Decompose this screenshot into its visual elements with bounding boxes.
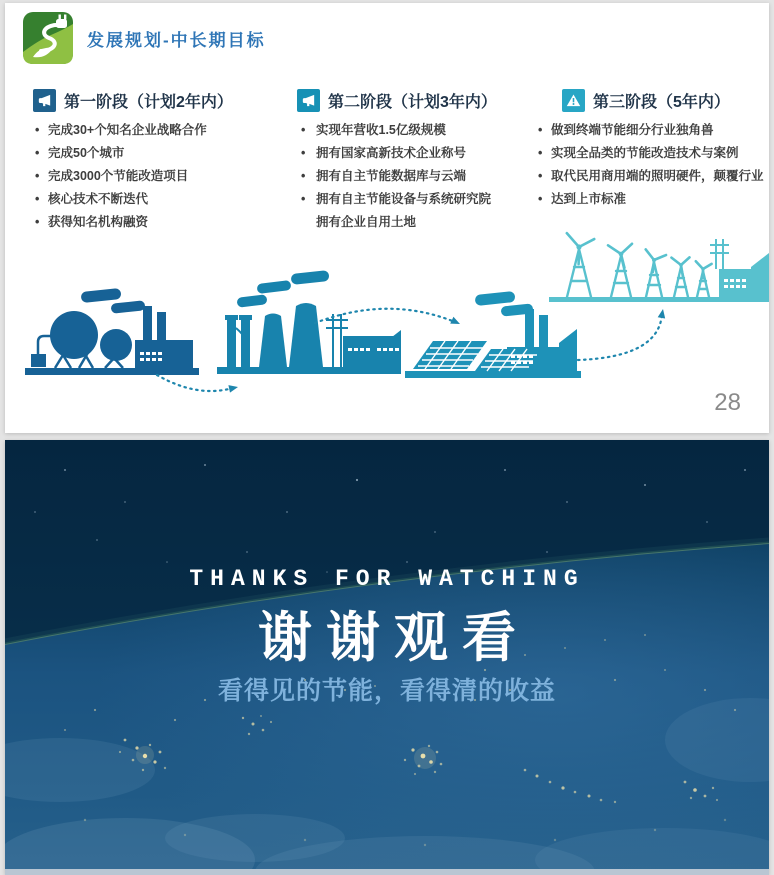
bullet-item: • 核心技术不断迭代 xyxy=(33,191,285,208)
page-title: 发展规划-中长期目标 xyxy=(87,30,266,50)
thanks-chinese-title: 谢谢观看 xyxy=(258,608,530,668)
megaphone-icon xyxy=(297,89,320,112)
slide-development-plan xyxy=(5,3,769,433)
bullet-item: • 拥有自主节能设备与系统研究院 xyxy=(297,191,555,208)
solar-panel-plant-icon xyxy=(403,283,583,381)
next-slide-edge xyxy=(5,869,769,875)
phase-3-title: 第三阶段（5年内） xyxy=(593,93,730,111)
phase-1-header xyxy=(33,88,285,112)
megaphone-icon xyxy=(33,89,56,112)
wind-turbine-plant-icon xyxy=(543,229,773,307)
phase-1-title: 第一阶段（计划2年内） xyxy=(64,93,233,111)
phase-2-column xyxy=(297,88,555,237)
bullet-item: • 取代民用商用端的照明硬件，颠覆行业 xyxy=(536,168,774,185)
slide1-header xyxy=(23,12,266,64)
bullet-item: • 拥有国家高新技术企业称号 xyxy=(297,145,555,162)
bullet-item: • 完成50个城市 xyxy=(33,145,285,162)
page-number: 28 xyxy=(714,389,741,416)
phase-2-bullets xyxy=(297,122,555,231)
refinery-plant-icon xyxy=(23,280,205,380)
bullet-item: • 实现年营收1.5亿级规模 xyxy=(297,122,555,139)
thanks-english-title: THANKS FOR WATCHING xyxy=(189,566,585,592)
bullet-item: • 做到终端节能细分行业独角兽 xyxy=(536,122,774,139)
bullet-item: • 完成30+个知名企业战略合作 xyxy=(33,122,285,139)
bullet-item: • 实现全品类的节能改造技术与案例 xyxy=(536,145,774,162)
bullet-item: • 获得知名机构融资 xyxy=(33,214,285,231)
phase-3-column xyxy=(536,88,774,214)
bullet-item: • 达到上市标准 xyxy=(536,191,774,208)
progress-arrow-icons xyxy=(5,225,769,410)
plug-leaf-logo-icon xyxy=(23,12,73,64)
warning-triangle-icon xyxy=(562,89,585,112)
cooling-tower-plant-icon xyxy=(215,268,403,378)
thanks-subtitle: 看得见的节能，看得清的收益 xyxy=(217,677,556,705)
phase-3-header xyxy=(562,88,774,112)
phase-2-header xyxy=(297,88,555,112)
phase-1-column xyxy=(33,88,285,237)
phase-2-title: 第二阶段（计划3年内） xyxy=(328,93,497,111)
phase-1-bullets xyxy=(33,122,285,231)
slide-thank-you xyxy=(5,440,769,875)
phase-3-bullets xyxy=(536,122,774,208)
bullet-item: 拥有企业自用土地 xyxy=(316,215,417,229)
bullet-item: • 完成3000个节能改造项目 xyxy=(33,168,285,185)
bullet-item: • 拥有自主节能数据库与云端 xyxy=(297,168,555,185)
